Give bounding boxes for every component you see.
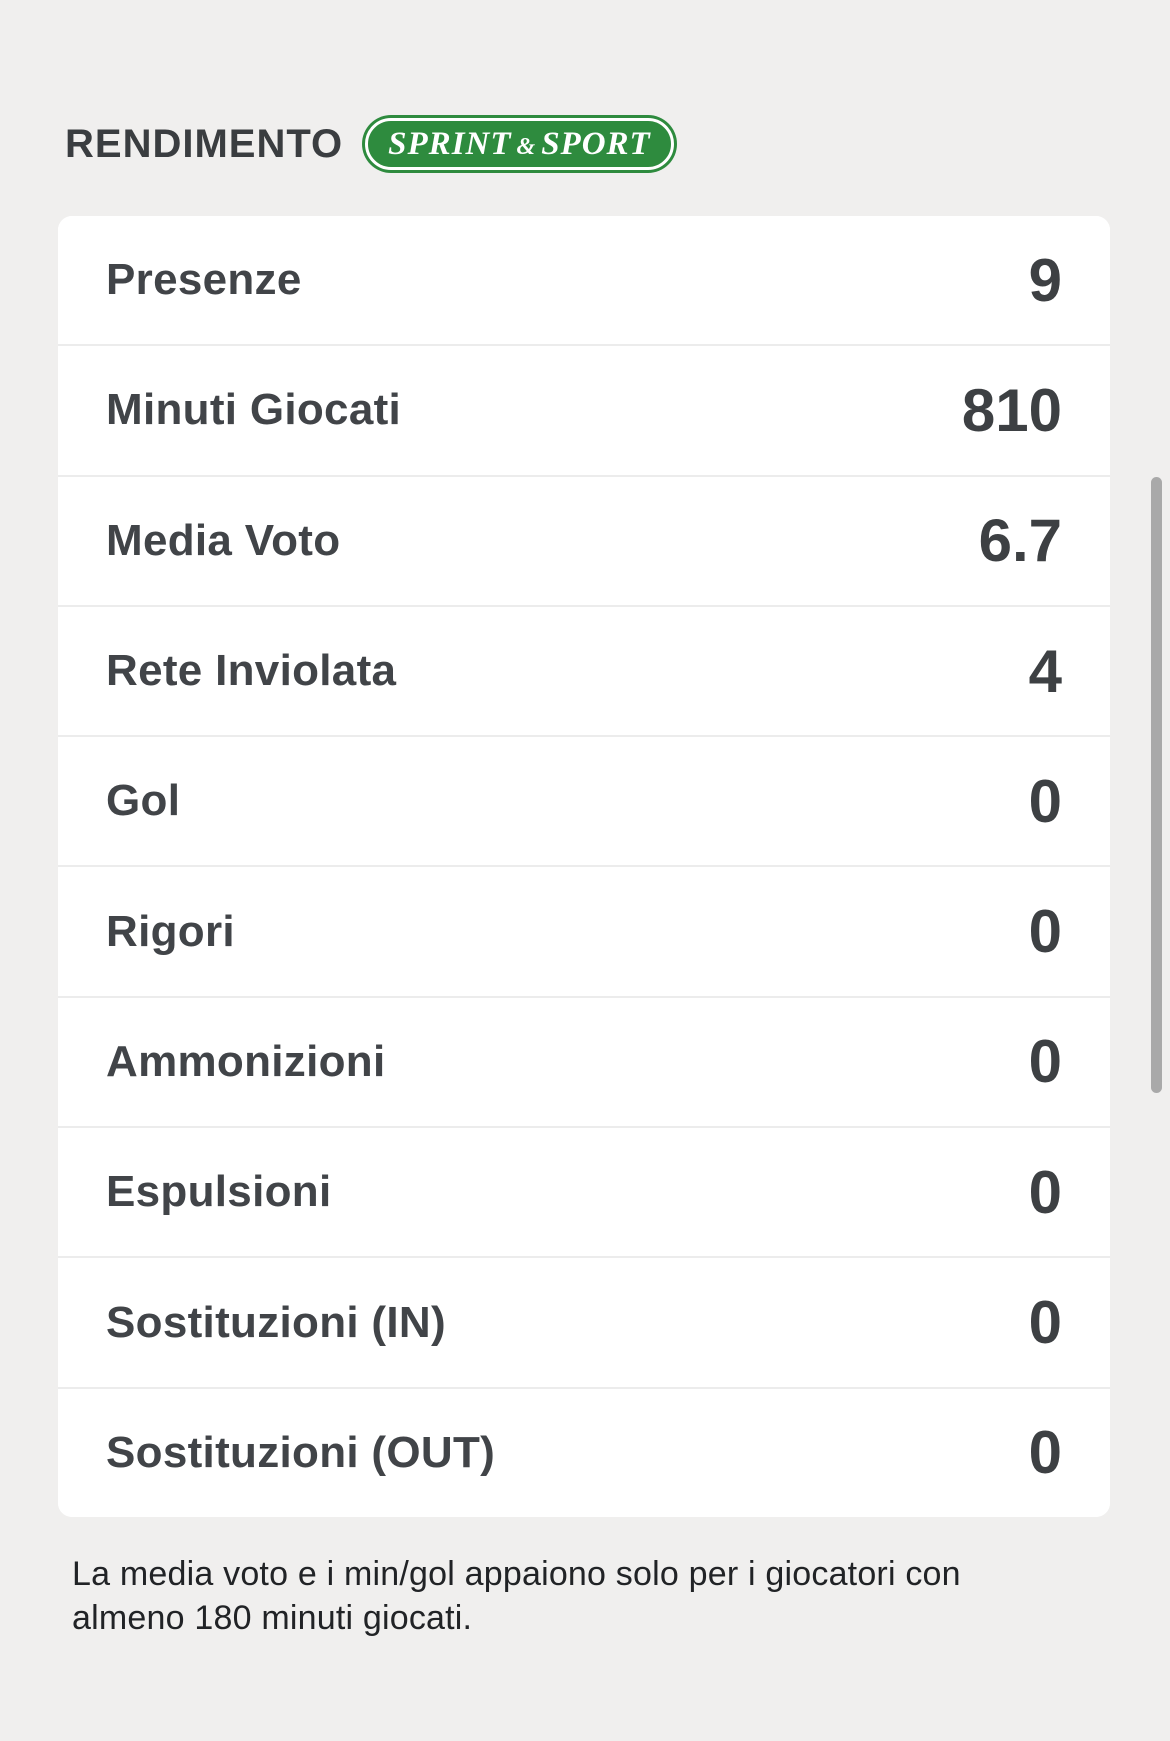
sprint-sport-logo-text [388, 126, 651, 163]
stat-value: 9 [1028, 246, 1062, 314]
header [65, 112, 674, 176]
page-title: RENDIMENTO [65, 121, 344, 166]
stat-value: 810 [961, 376, 1062, 444]
stat-label: Espulsioni [106, 1167, 332, 1217]
stat-value: 0 [1028, 898, 1062, 966]
stat-label: Presenze [106, 255, 302, 305]
stat-row-espulsioni [58, 1128, 1110, 1258]
sprint-sport-logo-badge [365, 118, 674, 170]
footer-note-line2: almeno 180 minuti giocati. [72, 1599, 473, 1637]
brand-ampersand: & [516, 133, 537, 160]
stat-value: 0 [1028, 1419, 1062, 1487]
footer-note [72, 1552, 1082, 1640]
stat-value: 4 [1028, 637, 1062, 705]
stat-label: Rigori [106, 906, 235, 956]
stat-value: 0 [1028, 1028, 1062, 1096]
brand-part1: SPRINT [388, 125, 512, 162]
stat-label: Ammonizioni [106, 1036, 386, 1086]
scrollbar-thumb[interactable] [1151, 477, 1162, 1093]
stat-label: Gol [106, 776, 181, 826]
stat-row-gol [58, 737, 1110, 867]
stat-row-minuti-giocati [58, 346, 1110, 476]
stat-row-rete-inviolata [58, 607, 1110, 737]
footer-note-line1: La media voto e i min/gol appaiono solo per i giocatori con [72, 1555, 961, 1593]
stat-row-sostituzioni-out [58, 1389, 1110, 1517]
stat-value: 0 [1028, 1289, 1062, 1357]
brand-part2: SPORT [541, 125, 651, 162]
stat-label: Sostituzioni (IN) [106, 1297, 446, 1347]
stat-label: Sostituzioni (OUT) [106, 1427, 496, 1477]
stat-value: 0 [1028, 767, 1062, 835]
stats-card [58, 216, 1110, 1517]
stat-row-rigori [58, 867, 1110, 997]
stat-row-presenze [58, 216, 1110, 346]
stat-label: Minuti Giocati [106, 385, 402, 435]
stat-value: 6.7 [978, 507, 1062, 575]
stat-label: Media Voto [106, 515, 341, 565]
stat-value: 0 [1028, 1158, 1062, 1226]
stat-row-ammonizioni [58, 998, 1110, 1128]
stat-row-media-voto [58, 477, 1110, 607]
stat-row-sostituzioni-in [58, 1258, 1110, 1388]
stat-label: Rete Inviolata [106, 646, 397, 696]
